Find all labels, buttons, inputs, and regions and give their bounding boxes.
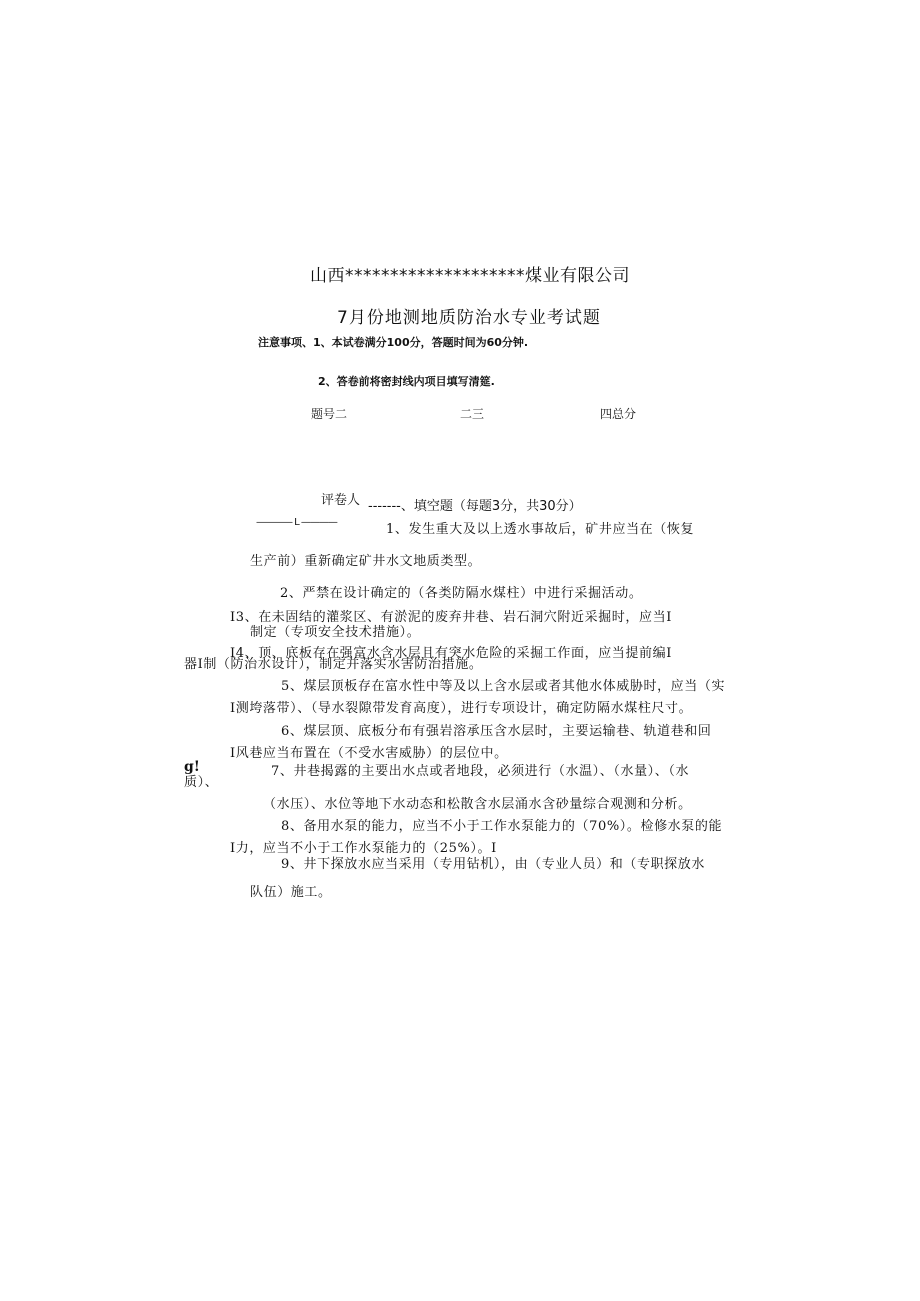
question-2: 2、严禁在设计确定的（各类防隔水煤柱）中进行采掘活动。 (280, 586, 643, 601)
score-col-2: 二三 (460, 407, 485, 421)
question-9-line-2: 队伍）施工。 (250, 885, 332, 900)
score-col-1: 题号二 (311, 407, 348, 421)
question-6-line-2: I风巷应当布置在（不受水害威胁）的层位中。 (230, 746, 508, 761)
question-8-line-2: I力，应当不小于工作水泵能力的（25%）。I (230, 841, 497, 856)
section-heading: -------、填空题（每题3分，共30分） (368, 499, 582, 514)
question-7-line-1: 7、井巷揭露的主要出水点或者地段，必须进行（水温）、（水量）、（水 (271, 764, 690, 779)
question-3-line-2: 制定（专项安全技术措施）。 (250, 625, 421, 640)
notice-line-2: 2、答卷前将密封线内项目填写清筵. (318, 375, 495, 388)
exam-title: 7月份地测地质防治水专业考试题 (337, 308, 601, 328)
question-7-side-text: 质）、 (184, 775, 219, 790)
question-4-line-1: I4、顶、底板存在强富水含水层且有突水危险的采掘工作面，应当提前编I (230, 646, 672, 661)
notice-line-1: 注意事项、1、本试卷满分100分，答题时间为60分钟. (258, 336, 529, 349)
question-6-line-1: 6、煤层顶、底板分布有强岩溶承压含水层时，主要运输巷、轨道巷和回 (281, 724, 712, 739)
grader-label: 评卷人 (321, 493, 361, 508)
divider-line: ———— L ———— (256, 517, 337, 528)
question-7-line-2: （水压）、水位等地下水动态和松散含水层涌水含砂量综合观测和分析。 (263, 797, 692, 812)
question-8-line-1: 8、备用水泵的能力，应当不小于工作水泵能力的（70%）。检修水泵的能 (281, 819, 723, 834)
question-1-line-1: 1、发生重大及以上透水事故后，矿井应当在（恢复 (386, 522, 695, 537)
question-5-line-1: 5、煤层顶板存在富水性中等及以上含水层或者其他水体威胁时，应当（实 (281, 679, 726, 694)
question-3-line-1: I3、在未固结的灌浆区、有淤泥的废弃井巷、岩石洞穴附近采掘时，应当I (230, 610, 672, 625)
score-col-3: 四总分 (600, 407, 637, 421)
question-4-line-2: 器I制（防治水设计），制定并落实水害防治措施。 (184, 657, 483, 672)
question-1-line-2: 生产前）重新确定矿井水文地质类型。 (250, 554, 482, 569)
question-5-line-2: I测垮落带）、（导水裂隙带发育高度），进行专项设计，确定防隔水煤柱尺寸。 (230, 701, 693, 716)
question-9-line-1: 9、井下探放水应当采用（专用钻机），由（专业人员）和（专职探放水 (281, 857, 705, 872)
question-7-margin-mark: g! (184, 759, 200, 775)
company-name: 山西********************煤业有限公司 (310, 266, 630, 286)
